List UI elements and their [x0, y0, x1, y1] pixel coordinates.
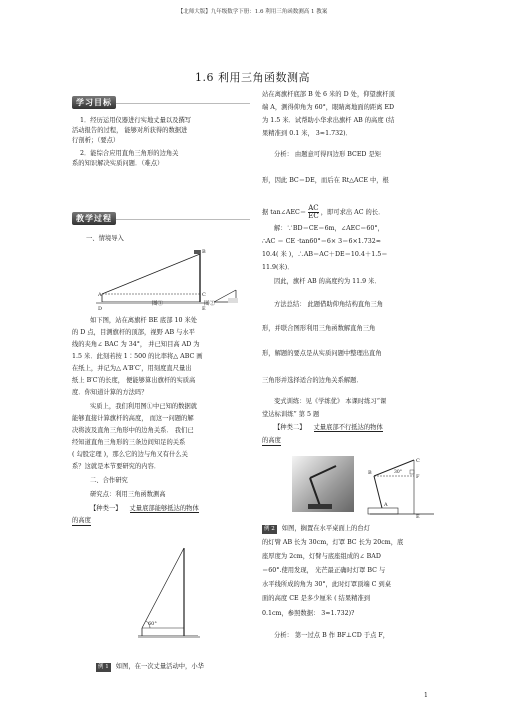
intro-p11: 经知道直角三角形的三条边间知足的关系 [72, 439, 186, 446]
solution-p8: 解：∵BD＝CE＝6m，∠AEC＝60°， [274, 225, 384, 232]
intro-heading: 一、情境导入 [86, 235, 124, 242]
example2-p2: 的灯臂 AB 长为 30cm，灯罩 BC 长为 20cm，底 [262, 539, 404, 546]
example1-tag: 例 1 [98, 664, 109, 670]
example2-p3: 座厚度为 2cm，灯臂与底座组成的∠ BAD [262, 553, 381, 560]
solution-p12: 因此，旗杆 AB 的高度约为 11.9 米． [274, 278, 381, 285]
variant-p18: 堂达标训练” 第 5 题 [262, 411, 320, 418]
example1-figure [128, 544, 208, 644]
analysis-p7 [262, 205, 384, 220]
example1-line [96, 662, 204, 672]
svg-text:E: E [202, 306, 206, 312]
svg-text:A: A [384, 502, 388, 508]
lamp-angle-label: 30° [394, 470, 402, 475]
type1-title: 丈量底部能够抵达的物体 [129, 505, 199, 512]
example2-p8: 分析： 第一过点 B 作 BF⊥CD 于点 F， [274, 632, 390, 639]
svg-text:B: B [368, 470, 372, 476]
research-point: 研究点：利用三角函数测高 [90, 491, 166, 498]
fig-label-2: 图② [204, 301, 216, 307]
type2-title-cont: 的高度 [262, 437, 281, 444]
example2-p1-text: 如图，搁置在水平桌面上的台灯 [281, 525, 370, 532]
obj1-line1: 1．经历运用仪器进行实地丈量以及撰写 [80, 117, 192, 124]
tan-fraction [308, 205, 318, 220]
type1-title-cont: 的高度 [72, 517, 91, 524]
process-banner: 教学过程 [72, 212, 116, 225]
intro-p6: 纸上 B′C′的长度， 便能够算出旗杆的实质高 [72, 377, 196, 384]
fraction-denominator: EC [308, 212, 319, 220]
objectives-banner: 学习目标 [72, 96, 116, 109]
type2-title: 丈量底部不行抵达的物体 [313, 424, 383, 431]
svg-text:D: D [98, 306, 103, 312]
intro-p8: 实质上，我们利用图①中已知的数据就 [90, 403, 198, 410]
coop-heading: 二、合作研究 [90, 477, 128, 484]
type1-tag: 【种类一】 [90, 505, 122, 512]
example2-p4: ＝60°.使用发现， 光芒最正确时灯罩 BC 与 [262, 567, 386, 574]
solution-p11: 11.9(米)． [262, 264, 294, 271]
example2-p7: 0.1cm，参照数据： 3≈1.732)? [262, 610, 355, 617]
analysis-p7-b: ，即可求出 AC 的长． [320, 209, 385, 216]
example2-p1 [262, 524, 370, 534]
obj2-line1: 2．能综合应用直角三角形的边角关 [80, 150, 179, 157]
right-p3: 为 1.5 米．试帮助小华求出旗杆 AB 的高度 (结 [262, 117, 395, 124]
svg-text:C: C [416, 458, 420, 464]
intro-p9: 能够直接计算旗杆的高度， 而这一问题的解 [72, 415, 194, 422]
type2-tag: 【种类二】 [274, 424, 306, 431]
desk-lamp-photo [292, 456, 354, 512]
method-p13: 方法总结： 此题借助仰角结构直角三角 [274, 301, 384, 308]
intro-p7: 度．你知道计算的方法吗？ [72, 389, 148, 396]
flagpole-figure [96, 244, 244, 316]
lamp-diagram [364, 456, 444, 520]
right-p1: 站在离旗杆底部 B 处 6 米的 D 处，仰望旗杆顶 [262, 91, 395, 98]
example2-p5: 水平线所成的角为 30°，此时灯罩顶端 C 到桌 [262, 581, 392, 588]
method-p15: 形，解题的要点是从实质问题中整理出直角 [262, 350, 382, 357]
page-number: 1 [424, 692, 428, 699]
obj2-line2: 系的知识解决实质问题．（难点） [72, 160, 164, 167]
intro-p2: 的 D 点，目测旗杆的顶部，视野 AB 与水平 [72, 329, 195, 336]
solution-p10: 10.4( 米 )，∴AB＝AC＋DE＝10.4＋1.5＝ [262, 251, 388, 258]
method-p16: 三角形并选择适合的边角关系解题． [262, 377, 363, 384]
analysis-p5: 分析： 由题意可得四边形 BCED 是矩 [274, 151, 382, 158]
obj1-line2: 活动报告的过程， 能够对所获得的数据进 [72, 127, 188, 134]
svg-text:B: B [202, 249, 206, 255]
intro-p5: 在纸上，并记为△ A′B′C′，用刻度直尺量出 [72, 365, 192, 372]
intro-p12: ( 勾股定理 )，那么它的边与角又有什么关 [72, 451, 188, 458]
intro-p3: 线的夹角∠ BAC 为 34°， 并已知目高 AD 为 [72, 341, 200, 348]
svg-text:F: F [416, 474, 420, 480]
variant-p17: 变式训练：见《学练优》 本课时练习“课 [274, 398, 387, 405]
example2-tag: 例 2 [264, 526, 275, 532]
page-header: 【北师大版】九年级数学下册：1.6 利用三角函数测高 1 教案 [177, 9, 328, 15]
intro-p4: 1.5 米．此刻若按 1∶500 的比率将△ ABC 画 [72, 353, 203, 360]
page-title: 1.6 利用三角函数测高 [195, 71, 310, 84]
example1-text: 如图，在一次丈量活动中，小华 [115, 663, 204, 670]
intro-p10: 决将波及直角三角形中的边角关系． 我们已 [72, 427, 194, 434]
fig-label-1: 图① [152, 301, 164, 307]
fraction-numerator: AC [308, 204, 319, 212]
analysis-p7-a: 据 tan∠AEC＝ [262, 209, 307, 216]
intro-p13: 系？这就是本节要研究的内容． [72, 463, 161, 470]
example1-angle-label: 60° [148, 621, 157, 627]
method-p14: 形，并联合图形利用三角函数解直角三角 [262, 325, 376, 332]
analysis-p6: 形，因此 BC＝DE，而后在 Rt△ACE 中，根 [262, 177, 389, 184]
example2-p6: 面的高度 CE 是多少厘米 ( 结果精准到 [262, 595, 371, 602]
right-p4: 果精准到 0.1 米， 3≈1.732)． [262, 130, 352, 137]
obj1-line3: 行剖析；（要点） [72, 137, 120, 144]
intro-p1: 如下图，站在离旗杆 BE 底部 10 米处 [90, 317, 198, 324]
solution-p9: ∴AC ＝ CE ·tan60°＝6× 3＝6×1.732≈ [262, 238, 382, 245]
svg-text:A: A [98, 292, 102, 298]
svg-text:E: E [416, 514, 420, 520]
type2-heading [274, 423, 383, 432]
type1-heading [90, 504, 199, 513]
right-p2: 端 A，测得仰角为 60°，眼睛离地面的距离 ED [262, 104, 395, 111]
svg-text:C: C [202, 292, 206, 298]
